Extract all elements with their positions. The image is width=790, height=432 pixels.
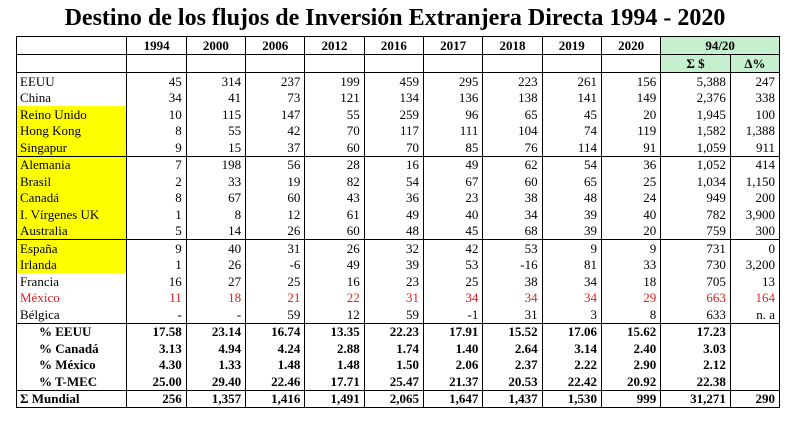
country-name: Irlanda: [17, 257, 127, 274]
flow-value: 9: [127, 139, 186, 156]
share-value: 2.64: [483, 340, 542, 357]
flow-value: 199: [305, 73, 364, 90]
flow-value: 54: [542, 156, 601, 173]
flow-value: 39: [542, 206, 601, 223]
share-value: 13.35: [305, 323, 364, 340]
sum-value: 663: [661, 290, 731, 307]
flow-value: 9: [601, 240, 660, 257]
flow-value: 25: [246, 273, 305, 290]
share-value: 3.13: [127, 340, 186, 357]
flow-value: 295: [424, 73, 483, 90]
share-value: 1.50: [364, 357, 423, 374]
total-value: 1,416: [246, 390, 305, 408]
share-value: 17.58: [127, 323, 186, 340]
header-blank: [17, 37, 127, 55]
flow-value: 16: [364, 156, 423, 173]
delta-value: 3,200: [730, 257, 779, 274]
table-row: [17, 123, 780, 140]
flow-value: 111: [424, 123, 483, 140]
flow-value: 198: [186, 156, 245, 173]
flow-value: 74: [542, 123, 601, 140]
share-sum: 3.03: [661, 340, 731, 357]
total-sum: 31,271: [661, 390, 731, 408]
delta-value: 0: [730, 240, 779, 257]
country-name: EEUU: [17, 73, 127, 90]
flow-value: 60: [246, 190, 305, 207]
flow-value: 34: [542, 290, 601, 307]
flow-value: 60: [305, 223, 364, 240]
share-value: 3.14: [542, 340, 601, 357]
flow-value: 26: [246, 223, 305, 240]
flow-value: 136: [424, 90, 483, 107]
flow-value: 82: [305, 173, 364, 190]
share-value: 15.52: [483, 323, 542, 340]
delta-value: 1,150: [730, 173, 779, 190]
flow-value: 8: [186, 206, 245, 223]
country-name: México: [17, 290, 127, 307]
flow-value: 10: [127, 106, 186, 123]
table-row: [17, 290, 780, 307]
flow-value: 42: [246, 123, 305, 140]
flow-value: 19: [246, 173, 305, 190]
flow-value: 32: [364, 240, 423, 257]
share-row: [17, 323, 780, 340]
share-delta: [730, 357, 779, 374]
sum-value: 1,034: [661, 173, 731, 190]
flow-value: 55: [305, 106, 364, 123]
flow-value: 459: [364, 73, 423, 90]
flow-value: 3: [542, 306, 601, 323]
flow-value: 16: [305, 273, 364, 290]
flow-value: 65: [483, 106, 542, 123]
flow-value: 138: [483, 90, 542, 107]
share-value: 2.88: [305, 340, 364, 357]
sum-value: 1,582: [661, 123, 731, 140]
delta-value: 1,388: [730, 123, 779, 140]
flow-value: 147: [246, 106, 305, 123]
table-row: [17, 240, 780, 257]
share-value: 2.06: [424, 357, 483, 374]
sum-value: 731: [661, 240, 731, 257]
flow-value: 237: [246, 73, 305, 90]
delta-value: 300: [730, 223, 779, 240]
flow-value: 33: [186, 173, 245, 190]
flow-value: 60: [483, 173, 542, 190]
flow-value: 43: [305, 190, 364, 207]
flow-value: 68: [483, 223, 542, 240]
share-value: 4.94: [186, 340, 245, 357]
flow-value: 8: [127, 123, 186, 140]
table-row: [17, 273, 780, 290]
flow-value: 141: [542, 90, 601, 107]
total-value: 1,647: [424, 390, 483, 408]
share-delta: [730, 323, 779, 340]
sum-value: 5,388: [661, 73, 731, 90]
share-sum: 2.12: [661, 357, 731, 374]
share-value: 23.14: [186, 323, 245, 340]
flow-value: 1: [127, 206, 186, 223]
share-value: 22.23: [364, 323, 423, 340]
flow-value: -: [186, 306, 245, 323]
share-value: 1.48: [246, 357, 305, 374]
flow-value: 34: [127, 90, 186, 107]
share-delta: [730, 340, 779, 357]
sum-value: 759: [661, 223, 731, 240]
share-value: 4.30: [127, 357, 186, 374]
flow-value: 38: [483, 190, 542, 207]
table-title: Destino de los flujos de Inversión Extranjera Directa 1994 - 2020: [64, 5, 726, 31]
country-name: Canadá: [17, 190, 127, 207]
flow-value: 91: [601, 139, 660, 156]
sum-value: 1,945: [661, 106, 731, 123]
share-row: [17, 357, 780, 374]
flow-value: 34: [483, 290, 542, 307]
flow-value: 85: [424, 139, 483, 156]
flow-value: 12: [305, 306, 364, 323]
flow-value: 12: [246, 206, 305, 223]
flow-value: 56: [246, 156, 305, 173]
country-name: Hong Kong: [17, 123, 127, 140]
flow-value: 29: [601, 290, 660, 307]
flow-value: 23: [364, 273, 423, 290]
flow-value: 31: [483, 306, 542, 323]
share-value: 20.53: [483, 373, 542, 390]
flow-value: 81: [542, 257, 601, 274]
table-row: [17, 173, 780, 190]
header-row: [17, 37, 780, 55]
flow-value: 16: [127, 273, 186, 290]
flow-value: 76: [483, 139, 542, 156]
header-year: 2006: [246, 37, 305, 55]
delta-value: 414: [730, 156, 779, 173]
flow-value: 49: [364, 206, 423, 223]
share-value: 15.62: [601, 323, 660, 340]
flow-value: 61: [305, 206, 364, 223]
subheader-row: [17, 55, 780, 73]
country-name: Brasil: [17, 173, 127, 190]
flow-value: 134: [364, 90, 423, 107]
total-value: 2,065: [364, 390, 423, 408]
flow-value: 65: [542, 173, 601, 190]
flow-value: 8: [127, 190, 186, 207]
flow-value: 117: [364, 123, 423, 140]
header-year: 2020: [601, 37, 660, 55]
flow-value: 28: [305, 156, 364, 173]
flow-value: 156: [601, 73, 660, 90]
share-row: [17, 373, 780, 390]
flow-value: 96: [424, 106, 483, 123]
sum-value: 633: [661, 306, 731, 323]
flow-value: 9: [127, 240, 186, 257]
subheader-blank: [305, 55, 364, 73]
sum-value: 949: [661, 190, 731, 207]
flow-value: 33: [601, 257, 660, 274]
total-value: 999: [601, 390, 660, 408]
flow-value: 121: [305, 90, 364, 107]
share-label: % EEUU: [17, 323, 127, 340]
flow-value: 15: [186, 139, 245, 156]
share-label: % México: [17, 357, 127, 374]
flow-value: 59: [364, 306, 423, 323]
flow-value: 49: [305, 257, 364, 274]
share-value: 1.74: [364, 340, 423, 357]
subheader-blank: [186, 55, 245, 73]
flow-value: 62: [483, 156, 542, 173]
flow-value: 36: [364, 190, 423, 207]
flow-value: 55: [186, 123, 245, 140]
subheader-blank: [364, 55, 423, 73]
flow-value: 34: [483, 206, 542, 223]
country-name: Bélgica: [17, 306, 127, 323]
table-row: [17, 139, 780, 156]
sum-value: 782: [661, 206, 731, 223]
flow-value: 26: [186, 257, 245, 274]
share-sum: 22.38: [661, 373, 731, 390]
delta-value: 200: [730, 190, 779, 207]
subheader-blank: [542, 55, 601, 73]
flow-value: 104: [483, 123, 542, 140]
flow-value: -16: [483, 257, 542, 274]
header-sum: Σ $: [661, 55, 731, 73]
share-delta: [730, 373, 779, 390]
flow-value: 49: [424, 156, 483, 173]
flow-value: 40: [601, 206, 660, 223]
flow-value: 42: [424, 240, 483, 257]
country-name: Australia: [17, 223, 127, 240]
share-value: 1.33: [186, 357, 245, 374]
country-name: Francia: [17, 273, 127, 290]
share-label: % Canadá: [17, 340, 127, 357]
share-value: 2.37: [483, 357, 542, 374]
flow-value: 14: [186, 223, 245, 240]
flow-value: 119: [601, 123, 660, 140]
flow-value: 20: [601, 106, 660, 123]
subheader-blank: [601, 55, 660, 73]
table-row: [17, 190, 780, 207]
flow-value: 39: [542, 223, 601, 240]
table-row: [17, 106, 780, 123]
sum-value: 1,059: [661, 139, 731, 156]
flow-value: 38: [483, 273, 542, 290]
sum-value: 2,376: [661, 90, 731, 107]
share-value: 16.74: [246, 323, 305, 340]
flow-value: 314: [186, 73, 245, 90]
share-value: 22.42: [542, 373, 601, 390]
subheader-blank: [246, 55, 305, 73]
flow-value: 7: [127, 156, 186, 173]
flow-value: 27: [186, 273, 245, 290]
subheader-blank: [483, 55, 542, 73]
flow-value: 25: [424, 273, 483, 290]
flow-value: 22: [305, 290, 364, 307]
total-value: 1,357: [186, 390, 245, 408]
flow-value: 24: [601, 190, 660, 207]
share-value: 2.22: [542, 357, 601, 374]
flow-value: -6: [246, 257, 305, 274]
fdi-destination-table: [16, 36, 780, 408]
country-name: Singapur: [17, 139, 127, 156]
header-delta: Δ%: [730, 55, 779, 73]
share-label: % T-MEC: [17, 373, 127, 390]
share-value: 17.91: [424, 323, 483, 340]
flow-value: 31: [364, 290, 423, 307]
table-row: [17, 156, 780, 173]
header-year: 2018: [483, 37, 542, 55]
flow-value: 53: [483, 240, 542, 257]
total-value: 1,530: [542, 390, 601, 408]
header-year: 1994: [127, 37, 186, 55]
flow-value: 5: [127, 223, 186, 240]
flow-value: 20: [601, 223, 660, 240]
flow-value: 40: [186, 240, 245, 257]
total-row: [17, 390, 780, 408]
country-name: China: [17, 90, 127, 107]
subheader-blank: [17, 55, 127, 73]
country-name: Reino Unido: [17, 106, 127, 123]
flow-value: 67: [186, 190, 245, 207]
header-group-9420: 94/20: [661, 37, 780, 55]
flow-value: 45: [127, 73, 186, 90]
header-year: 2019: [542, 37, 601, 55]
total-delta: 290: [730, 390, 779, 408]
total-label: Σ Mundial: [17, 390, 127, 408]
share-value: 22.46: [246, 373, 305, 390]
delta-value: 3,900: [730, 206, 779, 223]
flow-value: 34: [424, 290, 483, 307]
header-year: 2000: [186, 37, 245, 55]
flow-value: 36: [601, 156, 660, 173]
delta-value: 338: [730, 90, 779, 107]
delta-value: 247: [730, 73, 779, 90]
flow-value: 67: [424, 173, 483, 190]
flow-value: 115: [186, 106, 245, 123]
flow-value: 41: [186, 90, 245, 107]
flow-value: -: [127, 306, 186, 323]
flow-value: 31: [246, 240, 305, 257]
share-value: 17.71: [305, 373, 364, 390]
flow-value: 70: [364, 139, 423, 156]
header-year: 2012: [305, 37, 364, 55]
flow-value: 2: [127, 173, 186, 190]
flow-value: 39: [364, 257, 423, 274]
flow-value: 21: [246, 290, 305, 307]
share-value: 1.40: [424, 340, 483, 357]
share-value: 2.40: [601, 340, 660, 357]
flow-value: 8: [601, 306, 660, 323]
share-value: 1.48: [305, 357, 364, 374]
share-value: 4.24: [246, 340, 305, 357]
flow-value: 45: [542, 106, 601, 123]
flow-value: 25: [601, 173, 660, 190]
share-value: 2.90: [601, 357, 660, 374]
flow-value: 18: [186, 290, 245, 307]
flow-value: 70: [305, 123, 364, 140]
flow-value: 45: [424, 223, 483, 240]
flow-value: 261: [542, 73, 601, 90]
header-year: 2016: [364, 37, 423, 55]
flow-value: 34: [542, 273, 601, 290]
flow-value: 9: [542, 240, 601, 257]
subheader-blank: [424, 55, 483, 73]
sum-value: 730: [661, 257, 731, 274]
country-name: España: [17, 240, 127, 257]
header-year: 2017: [424, 37, 483, 55]
flow-value: 37: [246, 139, 305, 156]
flow-value: 54: [364, 173, 423, 190]
total-value: 1,491: [305, 390, 364, 408]
flow-value: 59: [246, 306, 305, 323]
subheader-blank: [127, 55, 186, 73]
flow-value: 53: [424, 257, 483, 274]
sum-value: 1,052: [661, 156, 731, 173]
share-value: 25.47: [364, 373, 423, 390]
sum-value: 705: [661, 273, 731, 290]
delta-value: 100: [730, 106, 779, 123]
share-sum: 17.23: [661, 323, 731, 340]
flow-value: 48: [364, 223, 423, 240]
share-value: 21.37: [424, 373, 483, 390]
flow-value: 23: [424, 190, 483, 207]
delta-value: 164: [730, 290, 779, 307]
share-value: 25.00: [127, 373, 186, 390]
country-name: Alemania: [17, 156, 127, 173]
table-row: [17, 223, 780, 240]
flow-value: 1: [127, 257, 186, 274]
share-value: 20.92: [601, 373, 660, 390]
flow-value: -1: [424, 306, 483, 323]
table-row: [17, 306, 780, 323]
table-row: [17, 90, 780, 107]
flow-value: 40: [424, 206, 483, 223]
share-value: 29.40: [186, 373, 245, 390]
total-value: 256: [127, 390, 186, 408]
flow-value: 26: [305, 240, 364, 257]
flow-value: 60: [305, 139, 364, 156]
country-name: I. Vírgenes UK: [17, 206, 127, 223]
total-value: 1,437: [483, 390, 542, 408]
flow-value: 48: [542, 190, 601, 207]
flow-value: 114: [542, 139, 601, 156]
delta-value: 911: [730, 139, 779, 156]
flow-value: 18: [601, 273, 660, 290]
table-row: [17, 73, 780, 90]
table-row: [17, 257, 780, 274]
flow-value: 223: [483, 73, 542, 90]
share-value: 17.06: [542, 323, 601, 340]
flow-value: 259: [364, 106, 423, 123]
delta-value: n. a: [730, 306, 779, 323]
delta-value: 13: [730, 273, 779, 290]
table-row: [17, 206, 780, 223]
flow-value: 73: [246, 90, 305, 107]
flow-value: 11: [127, 290, 186, 307]
flow-value: 149: [601, 90, 660, 107]
share-row: [17, 340, 780, 357]
